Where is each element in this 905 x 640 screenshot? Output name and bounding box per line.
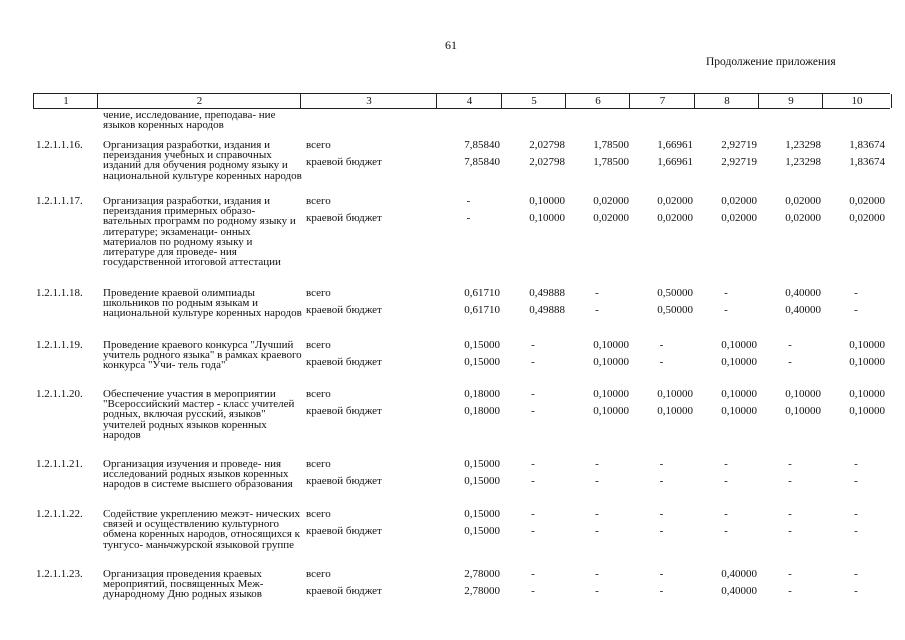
value-cell: 0,10000: [593, 356, 629, 368]
row-description: Обеспечение участия в мероприятии "Всероссийский мастер - класс учителей родных, включая русский, языков" учителей родных языков коренных народов: [103, 388, 295, 441]
value-cell: -: [531, 388, 535, 400]
header-col-2: 2: [97, 94, 301, 108]
value-cell: -: [724, 525, 728, 537]
value-cell: 0,15000: [464, 508, 500, 520]
value-cell: -: [595, 458, 599, 470]
row-number: 1.2.1.1.18.: [36, 287, 83, 299]
value-cell: 2,78000: [464, 585, 500, 597]
header-col-5: 5: [501, 94, 566, 108]
value-cell: 0,15000: [464, 458, 500, 470]
value-cell: 2,02798: [529, 156, 565, 168]
value-cell: -: [854, 585, 858, 597]
value-cell: 1,83674: [849, 139, 885, 151]
value-cell: -: [788, 475, 792, 487]
value-cell: 0,10000: [721, 405, 757, 417]
value-cell: -: [595, 568, 599, 580]
value-cell: -: [788, 458, 792, 470]
value-cell: 2,02798: [529, 139, 565, 151]
value-cell: 1,66961: [657, 139, 693, 151]
value-cell: 2,78000: [464, 568, 500, 580]
value-cell: 0,10000: [849, 388, 885, 400]
header-col-4: 4: [436, 94, 502, 108]
value-cell: 0,10000: [785, 405, 821, 417]
row-description: Проведение краевого конкурса "Лучший учитель родного языка" в рамках краевого конкурса "Учи- тель года": [103, 339, 302, 372]
value-cell: -: [854, 287, 858, 299]
value-cell: -: [659, 508, 664, 520]
funding-source: краевой бюджет: [306, 304, 382, 316]
value-cell: 0,02000: [593, 195, 629, 207]
value-cell: 0,49888: [529, 304, 565, 316]
table-header: [33, 93, 890, 109]
row-number: 1.2.1.1.23.: [36, 568, 83, 580]
row-description: Содействие укреплению межэт- нических связей и осуществлению культурного обмена коренных народов, относящихся к тунгусо- маньчжурской языковой группе: [103, 508, 301, 551]
value-cell: 0,10000: [593, 339, 629, 351]
row-description: Организация разработки, издания и переиздания учебных и справочных изданий для обучения родному языку и национальной культуре коренных народов: [103, 139, 302, 182]
value-cell: 0,02000: [785, 195, 821, 207]
value-cell: 0,02000: [593, 212, 629, 224]
value-cell: 0,10000: [721, 356, 757, 368]
value-cell: -: [595, 585, 599, 597]
funding-source: краевой бюджет: [306, 156, 382, 168]
value-cell: -: [531, 475, 535, 487]
value-cell: -: [724, 475, 728, 487]
value-cell: 0,10000: [721, 339, 757, 351]
value-cell: 0,02000: [657, 212, 693, 224]
continuation-label: Продолжение приложения: [706, 56, 836, 68]
value-cell: 1,66961: [657, 156, 693, 168]
value-cell: 0,02000: [657, 195, 693, 207]
funding-source: всего: [306, 195, 331, 207]
value-cell: 0,15000: [464, 356, 500, 368]
value-cell: 0,49888: [529, 287, 565, 299]
funding-source: краевой бюджет: [306, 475, 382, 487]
funding-source: всего: [306, 458, 331, 470]
value-cell: -: [466, 212, 471, 224]
funding-source: всего: [306, 388, 331, 400]
value-cell: 0,10000: [849, 339, 885, 351]
value-cell: -: [531, 508, 535, 520]
row-number: 1.2.1.1.16.: [36, 139, 83, 151]
header-col-3: 3: [300, 94, 437, 108]
value-cell: 0,61710: [464, 287, 500, 299]
value-cell: 0,02000: [849, 212, 885, 224]
row-number: 1.2.1.1.17.: [36, 195, 83, 207]
value-cell: -: [659, 475, 664, 487]
value-cell: 2,92719: [721, 139, 757, 151]
value-cell: -: [466, 195, 471, 207]
funding-source: всего: [306, 139, 331, 151]
row-number: 1.2.1.1.22.: [36, 508, 83, 520]
value-cell: 0,50000: [657, 287, 693, 299]
funding-source: всего: [306, 287, 331, 299]
value-cell: -: [659, 356, 664, 368]
value-cell: -: [659, 525, 664, 537]
header-col-6: 6: [565, 94, 630, 108]
value-cell: -: [788, 356, 792, 368]
funding-source: краевой бюджет: [306, 212, 382, 224]
header-col-7: 7: [629, 94, 695, 108]
value-cell: -: [724, 304, 728, 316]
funding-source: краевой бюджет: [306, 356, 382, 368]
value-cell: 0,10000: [721, 388, 757, 400]
value-cell: 7,85840: [464, 139, 500, 151]
value-cell: 7,85840: [464, 156, 500, 168]
value-cell: 0,15000: [464, 339, 500, 351]
value-cell: -: [595, 287, 599, 299]
value-cell: 0,40000: [721, 585, 757, 597]
header-col-9: 9: [758, 94, 823, 108]
header-col-8: 8: [694, 94, 759, 108]
value-cell: -: [659, 585, 664, 597]
funding-source: краевой бюджет: [306, 525, 382, 537]
value-cell: -: [788, 568, 792, 580]
value-cell: 1,23298: [785, 139, 821, 151]
value-cell: -: [854, 508, 858, 520]
value-cell: -: [531, 525, 535, 537]
value-cell: 0,10000: [657, 405, 693, 417]
value-cell: -: [854, 458, 858, 470]
value-cell: -: [531, 568, 535, 580]
row-description: Организация разработки, издания и переиздания примерных образо- вательных программ по родному языку и литературе; экзаменаци- онных материалов по родному языку и литературе для проведе- ния государственной итоговой аттестации: [103, 195, 296, 269]
funding-source: всего: [306, 568, 331, 580]
value-cell: -: [595, 525, 599, 537]
value-cell: 1,23298: [785, 156, 821, 168]
header-col-10: 10: [822, 94, 892, 108]
row-number: 1.2.1.1.21.: [36, 458, 83, 470]
value-cell: -: [724, 287, 728, 299]
row-description: Организация проведения краевых мероприятий, посвященных Меж- дународному Дню родных языков: [103, 568, 264, 601]
value-cell: 0,15000: [464, 475, 500, 487]
value-cell: -: [724, 458, 728, 470]
value-cell: -: [788, 585, 792, 597]
row-description: Проведение краевой олимпиады школьников по родным языкам и национальной культуре коренных народов: [103, 287, 302, 320]
value-cell: -: [788, 525, 792, 537]
value-cell: -: [595, 475, 599, 487]
value-cell: 0,10000: [593, 388, 629, 400]
value-cell: 0,61710: [464, 304, 500, 316]
row-number: 1.2.1.1.19.: [36, 339, 83, 351]
value-cell: 1,78500: [593, 139, 629, 151]
value-cell: 0,18000: [464, 388, 500, 400]
value-cell: 0,40000: [785, 287, 821, 299]
value-cell: 0,18000: [464, 405, 500, 417]
value-cell: -: [595, 304, 599, 316]
value-cell: -: [724, 508, 728, 520]
value-cell: 0,50000: [657, 304, 693, 316]
row-description: Организация изучения и проведе- ния исследований родных языков коренных народов в системе высшего образования: [103, 458, 293, 491]
value-cell: 1,78500: [593, 156, 629, 168]
value-cell: 0,10000: [529, 212, 565, 224]
value-cell: 0,02000: [721, 195, 757, 207]
value-cell: 0,10000: [529, 195, 565, 207]
value-cell: -: [531, 458, 535, 470]
funding-source: всего: [306, 339, 331, 351]
value-cell: -: [854, 475, 858, 487]
row-number: 1.2.1.1.20.: [36, 388, 83, 400]
value-cell: -: [595, 508, 599, 520]
value-cell: 0,02000: [849, 195, 885, 207]
value-cell: 0,10000: [849, 356, 885, 368]
page-number: 61: [445, 38, 457, 52]
value-cell: 0,10000: [849, 405, 885, 417]
value-cell: 0,40000: [721, 568, 757, 580]
value-cell: 0,02000: [721, 212, 757, 224]
value-cell: 0,15000: [464, 525, 500, 537]
value-cell: 0,10000: [657, 388, 693, 400]
funding-source: краевой бюджет: [306, 585, 382, 597]
funding-source: краевой бюджет: [306, 405, 382, 417]
funding-source: всего: [306, 508, 331, 520]
value-cell: 0,40000: [785, 304, 821, 316]
value-cell: 1,83674: [849, 156, 885, 168]
carryover-text: чение, исследование, преподава- ние языков коренных народов: [103, 109, 276, 132]
value-cell: -: [854, 525, 858, 537]
value-cell: -: [531, 339, 535, 351]
value-cell: -: [531, 356, 535, 368]
value-cell: -: [531, 585, 535, 597]
value-cell: -: [788, 339, 792, 351]
value-cell: 0,02000: [785, 212, 821, 224]
value-cell: -: [659, 568, 664, 580]
value-cell: 2,92719: [721, 156, 757, 168]
header-col-1: 1: [33, 94, 98, 108]
value-cell: 0,10000: [785, 388, 821, 400]
value-cell: -: [531, 405, 535, 417]
value-cell: -: [854, 304, 858, 316]
value-cell: -: [659, 458, 664, 470]
value-cell: -: [854, 568, 858, 580]
value-cell: 0,10000: [593, 405, 629, 417]
value-cell: -: [788, 508, 792, 520]
value-cell: -: [659, 339, 664, 351]
